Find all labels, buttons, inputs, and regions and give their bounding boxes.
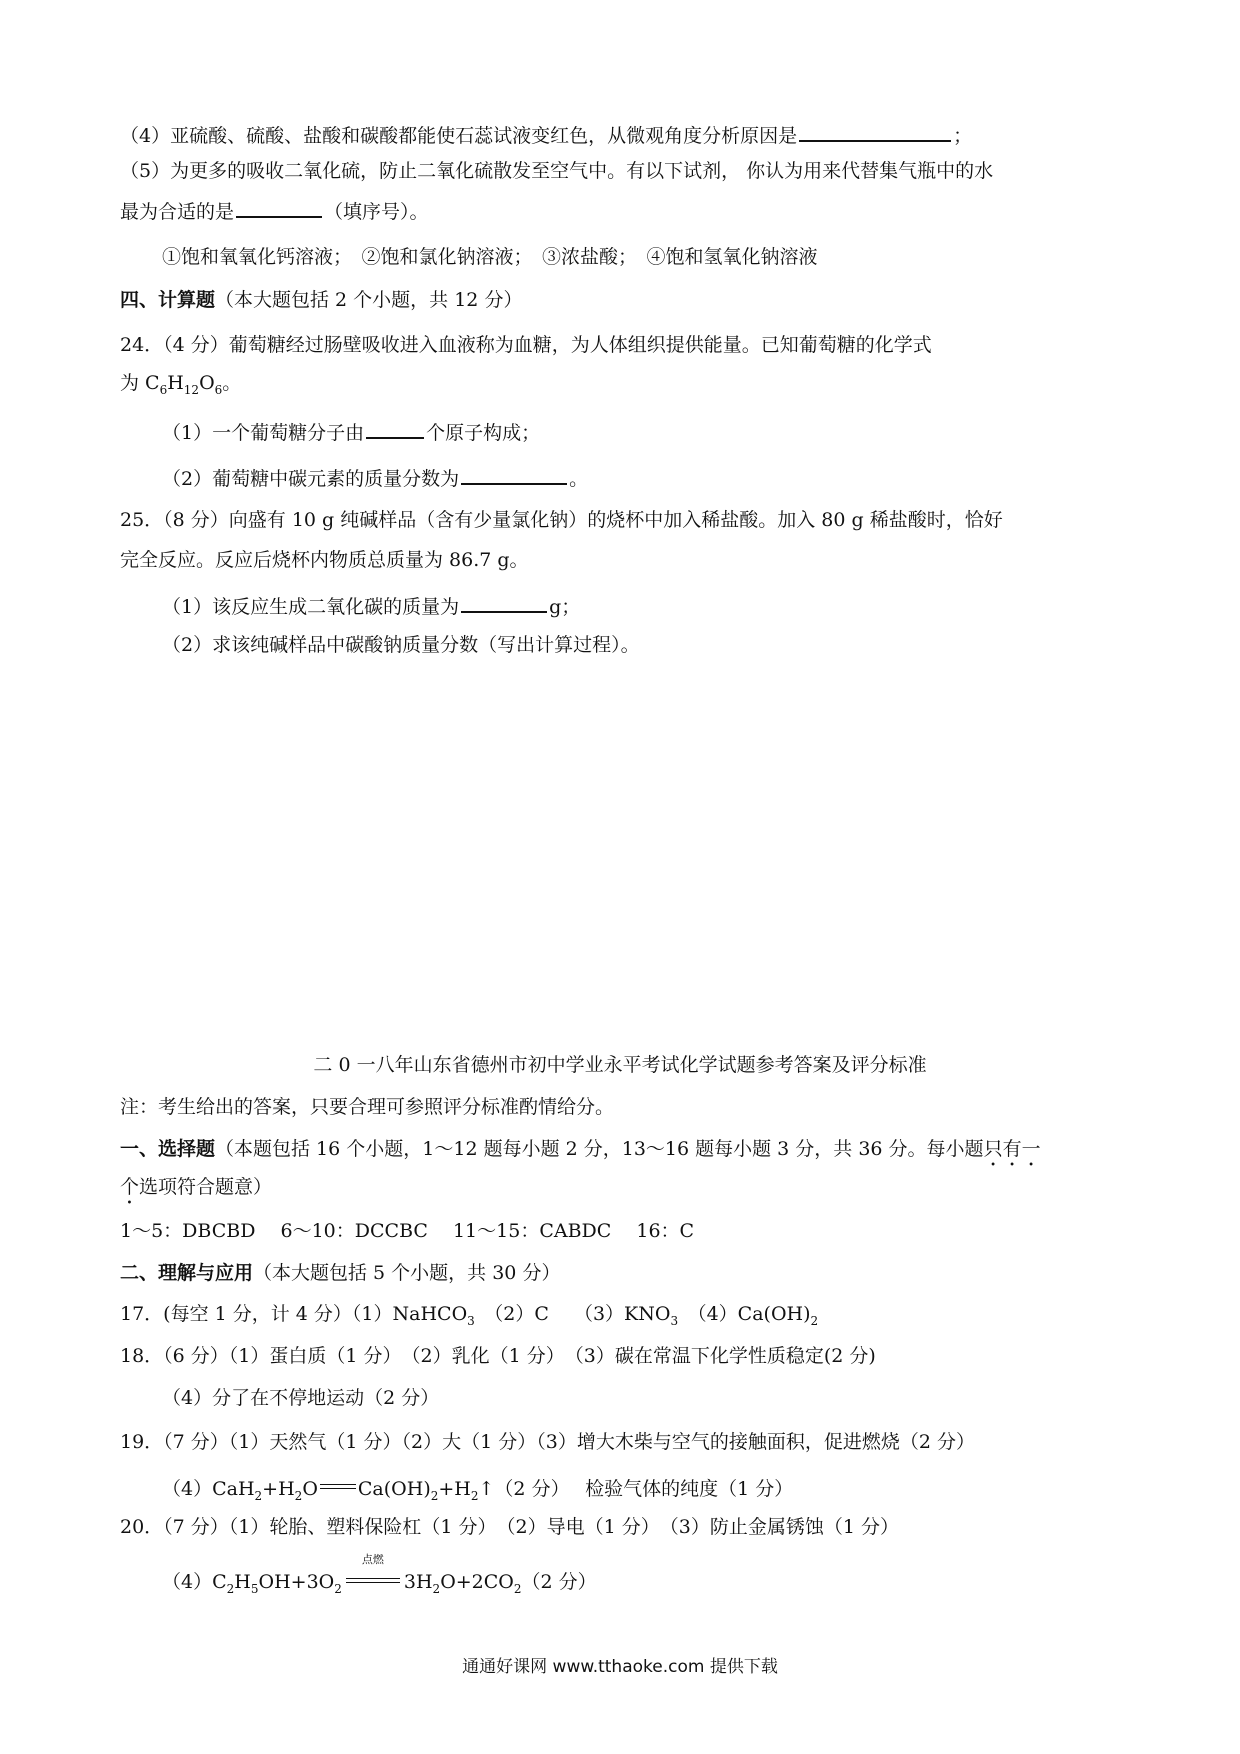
q25-line1: 25．（8 分）向盛有 10 g 纯碱样品（含有少量氯化钠）的烧杯中加入稀盐酸。加入 80 g 稀盐酸时，恰好 bbox=[120, 509, 1003, 531]
answers-section1-heading: 一、选择题（本题包括 16 个小题，1～12 题每小题 2 分，13～16 题每小题 3 分，共 36 分。每小题只有一 bbox=[120, 1138, 1041, 1160]
answers-multiple-choice: 1～5：DBCBD 6～10：DCCBC 11～15：CABDC 16：C bbox=[120, 1220, 695, 1242]
answer-blank[interactable] bbox=[461, 465, 567, 485]
answer-18-line2: （4）分了在不停地运动（2 分） bbox=[162, 1387, 440, 1409]
answer-20-line1: 20．（7 分）（1）轮胎、塑料保险杠（1 分） （2）导电（1 分） （3）防止金属锈蚀（1 分） bbox=[120, 1516, 899, 1538]
section4-heading: 四、计算题（本大题包括 2 个小题，共 12 分） bbox=[120, 289, 523, 311]
q24-part1: （1）一个葡萄糖分子由 个原子构成； bbox=[162, 419, 540, 444]
q25-part1: （1）该反应生成二氧化碳的质量为 g； bbox=[162, 593, 580, 618]
answer-18-line1: 18．（6 分）（1）蛋白质（1 分） （2）乳化（1 分） （3）碳在常温下化学性质稳定(2 分) bbox=[120, 1345, 876, 1367]
answers-section2-heading: 二、理解与应用（本大题包括 5 个小题，共 30 分） bbox=[120, 1262, 561, 1284]
answers-title: 二 0 一八年山东省德州市初中学业永平考试化学试题参考答案及评分标准 bbox=[313, 1054, 927, 1076]
q24-line1: 24．（4 分）葡萄糖经过肠壁吸收进入血液称为血糖，为人体组织提供能量。已知葡萄糖的化学式 bbox=[120, 334, 932, 356]
q23-part4: （4）亚硫酸、硫酸、盐酸和碳酸都能使石蕊试液变红色，从微观角度分析原因是 ； bbox=[120, 122, 972, 147]
q24-part2: （2）葡萄糖中碳元素的质量分数为 。 bbox=[162, 465, 588, 490]
equals-sign-icon bbox=[318, 1473, 358, 1495]
answer-blank[interactable] bbox=[236, 198, 322, 218]
answer-blank[interactable] bbox=[366, 419, 424, 439]
answer-19-line2: $(4)CaH_2+H_2O$ $Ca(OH)_2+H_2↑(2$ 分） 检验气体的纯度（1 分） bbox=[162, 1473, 793, 1500]
reaction-condition-arrow: 点燃 bbox=[342, 1566, 404, 1588]
q23-options: ①饱和氧氧化钙溶液； ②饱和氯化钠溶液； ③浓盐酸； ④饱和氢氧化钠溶液 bbox=[162, 246, 818, 268]
answer-17: 17．(每空 1 分，计 4 分）（1）NaHCO$_3$ （2）C $(3)KNO_3$ $(4)Ca(OH)_2$ bbox=[120, 1303, 819, 1328]
answer-20-line2: $(4)C_2H_5OH+3O_2$ 点燃 $3H_2O+2CO_2(2$ 分） bbox=[162, 1553, 597, 1596]
answer-blank[interactable] bbox=[461, 593, 547, 613]
q25-line2: 完全反应。反应后烧杯内物质总质量为 86.7 g。 bbox=[120, 549, 529, 571]
answers-section1-heading-cont: 个选项符合题意） bbox=[120, 1176, 273, 1198]
answer-blank[interactable] bbox=[799, 122, 951, 142]
answer-19-line1: 19．（7 分）（1）天然气（1 分）（2）大（1 分）（3）增大木柴与空气的接触面积，促进燃烧（2 分） bbox=[120, 1431, 975, 1453]
q25-part2: （2）求该纯碱样品中碳酸钠质量分数（写出计算过程）。 bbox=[162, 634, 640, 656]
q23-part5-line2: 最为合适的是 （填序号）。 bbox=[120, 198, 429, 223]
q24-line2: 为 $C_6H_{12}O_6$。 bbox=[120, 372, 242, 397]
answers-note: 注：考生给出的答案，只要合理可参照评分标准酌情给分。 bbox=[120, 1096, 615, 1118]
footer-credit: 通通好课网 www.tthaoke.com 提供下载 bbox=[462, 1657, 778, 1677]
q23-part5-line1: （5）为更多的吸收二氧化硫，防止二氧化硫散发至空气中。有以下试剂， 你认为用来代替集气瓶中的水 bbox=[120, 160, 994, 182]
